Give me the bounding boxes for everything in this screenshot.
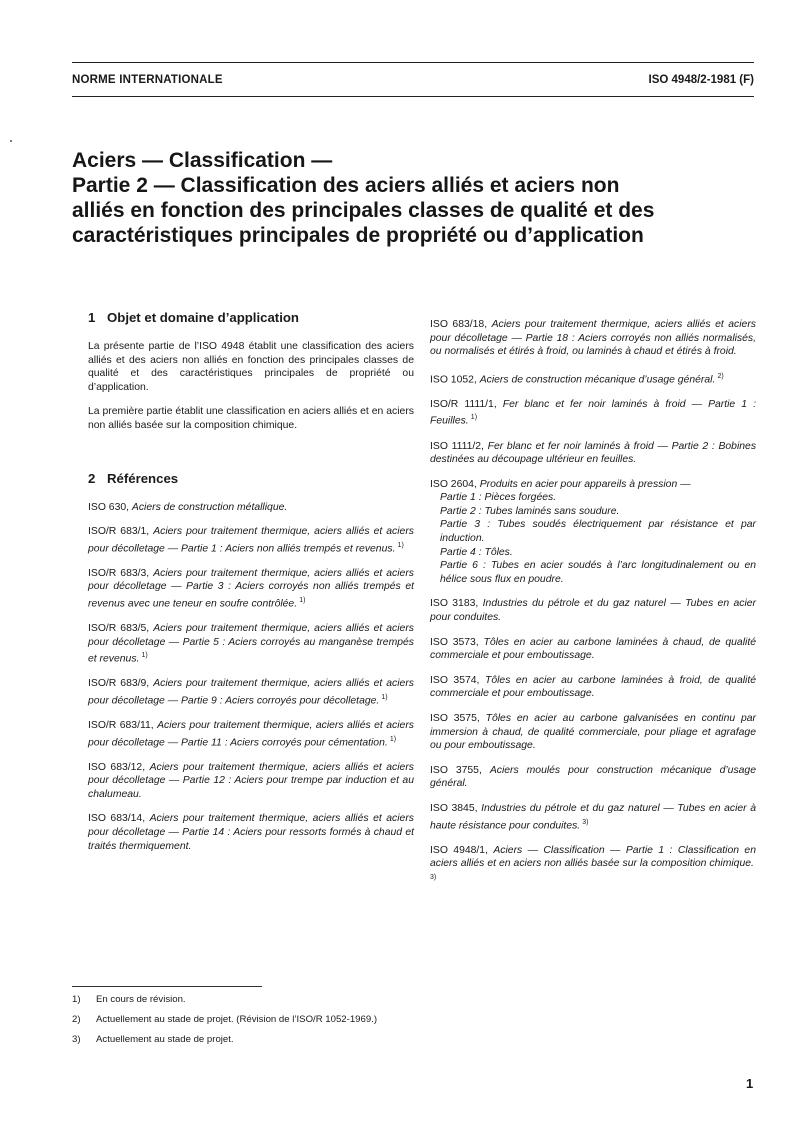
reference-part: Partie 4 : Tôles. [440,546,513,558]
reference-item [430,712,756,753]
footnote-reference: 3) [430,873,437,881]
reference-title: Aciers de construction mécanique d’usage général. [479,374,716,386]
reference-code: ISO 683/14, [88,813,146,825]
reference-title: Fer blanc et fer noir laminés à froid — Partie 2 : Bobines destinées au découpage ultérieur en feuilles. [430,440,757,466]
reference-item [430,318,756,359]
reference-code: ISO 3575, [430,713,480,724]
reference-title: Aciers pour traitement thermique, aciers alliés et aciers pour décolletage — Partie 5 : Aciers corroyés au manganèse trempés et revenus. [88,623,414,665]
reference-item [88,719,414,750]
reference-title: Tôles en acier au carbone galvanisées en continu par immersion à chaud, de qualité commerciale, pour pliage et agrafage ou pour emboutissage. [430,713,756,752]
header-top-rule [72,62,754,63]
reference-title: Aciers pour traitement thermique, aciers alliés et aciers pour décolletage — Partie 1 : Aciers non alliés trempés et revenus. [88,526,414,555]
title-line: caractéristiques principales de propriété ou d’application [72,224,644,247]
reference-item [88,622,414,666]
reference-item [88,677,414,708]
reference-item [430,802,756,833]
reference-item [430,440,756,467]
reference-item [430,844,756,888]
reference-item [430,636,756,663]
paragraph: La première partie établit une classification en aciers alliés et en aciers non alliés basée sur la composition chimique. [88,406,414,431]
header-bottom-rule [72,96,754,97]
reference-title: Aciers pour traitement thermique, aciers alliés et aciers pour décolletage — Partie 11 : Aciers corroyés pour cémentation. [88,719,414,749]
reference-code: ISO/R 683/9, [88,678,150,690]
reference-code: ISO 1052, [430,374,477,386]
reference-code: ISO 2604, [430,478,477,490]
reference-item [88,812,414,853]
reference-title: Aciers pour traitement thermique, aciers alliés et aciers pour décolletage — Partie 9 : Aciers corroyés pour décolletage. [88,678,414,707]
footnotes [72,994,472,1054]
reference-code: ISO 3573, [430,636,479,648]
reference-title: Aciers pour traitement thermique, aciers alliés et aciers pour décolletage — Partie 12 : Aciers pour trempe par induction et au chalumeau. [88,761,414,800]
footnote [72,994,472,1006]
reference-list-left [88,501,414,854]
section-title: Objet et domaine d’application [107,310,299,325]
title-line: Aciers — Classification — [72,149,333,172]
reference-item [430,398,756,429]
reference-item-iso-2604 [430,478,756,587]
reference-title: Industries du pétrole et du gaz naturel — Tubes en acier pour conduites. [430,598,757,624]
reference-code: ISO 4948/1, [430,844,488,856]
reference-item [88,761,414,802]
reference-title: Aciers de construction métallique. [131,501,288,513]
reference-title: Produits en acier pour appareils à pression — [479,478,691,490]
section-2-heading [88,471,414,487]
reference-item [430,597,756,624]
scan-speck [10,140,12,142]
reference-code: ISO/R 683/1, [88,526,150,538]
footnote-key: 2) [72,1014,81,1025]
reference-code: ISO 3845, [430,802,478,814]
footnote-reference: 3) [582,818,589,826]
reference-code: ISO/R 683/11, [88,719,154,731]
section-title: Références [107,470,179,486]
reference-title: Aciers — Classification — Partie 1 : Classification en aciers alliés et en aciers non alliés basée sur la composition chimique. [430,844,756,870]
footnote-reference: 1) [470,414,478,422]
reference-title: Aciers pour traitement thermique, aciers alliés et aciers pour décolletage — Partie 3 : Aciers corroyés non alliés trempés et revenus avec une teneur en soufre contrôlée. [88,567,414,610]
paragraph: La présente partie de l’ISO 4948 établit une classification des aciers alliés et des aciers non alliés en fonction des principales classes de qualité et des caractéristiques principales de propriété ou d’application. [88,341,414,393]
reference-item [430,370,756,387]
footnote-reference: 2) [717,372,724,380]
reference-item [88,501,414,515]
reference-part: Partie 3 : Tubes soudés électriquement par résistance et par induction. [440,519,756,545]
reference-code: ISO 3755, [430,764,482,776]
footnote-key: 3) [72,1034,81,1045]
reference-code: ISO 630, [88,501,130,513]
reference-code: ISO/R 683/5, [88,623,150,635]
reference-item [430,674,756,701]
reference-code: ISO 3574, [430,674,480,686]
reference-list-right [430,318,756,467]
reference-part: Partie 1 : Pièces forgées. [440,492,557,504]
reference-title: Industries du pétrole et du gaz naturel — Tubes en acier à haute résistance pour conduites. [430,802,757,832]
page-number: 1 [746,1076,754,1091]
footnote-reference: 1) [141,652,148,660]
footnote [72,1034,472,1046]
reference-code: ISO 3183, [430,598,479,610]
page-header [72,74,754,90]
section-number: 2 [88,470,96,486]
footnote-reference: 1) [397,541,404,549]
reference-title: Tôles en acier au carbone laminées à chaud, de qualité commerciale et pour emboutissage. [430,636,756,662]
reference-part: Partie 2 : Tubes laminés sans soudure. [440,505,620,517]
footnote-reference: 1) [299,597,306,604]
reference-title: Aciers moulés pour construction mécanique d’usage général. [430,764,756,790]
footnote-text: En cours de révision. [96,994,186,1005]
reference-title: Aciers pour traitement thermique, aciers alliés et aciers pour décolletage — Partie 18 : Aciers corroyés non alliés normalisés, ou normalisés et étirés à froid, ou laminés à chaud et étirés à froid. [430,319,756,358]
reference-part: Partie 6 : Tubes en acier soudés à l’arc longitudinalement ou en hélice sous flux en poudre. [440,560,756,585]
header-standard-number: ISO 4948/2-1981 (F) [648,74,754,86]
left-column [88,310,414,864]
reference-item [430,764,756,791]
reference-parts [430,491,756,586]
header-standard-type: NORME INTERNATIONALE [72,74,223,86]
section-1-heading [88,310,414,326]
footnote-reference: 1) [381,693,388,701]
reference-code: ISO/R 683/3, [88,567,150,579]
reference-code: ISO 683/12, [88,761,146,773]
reference-list-right-continued [430,597,756,887]
footnote-reference: 1) [389,735,397,743]
document-title [72,148,762,248]
title-line: alliés en fonction des principales classes de qualité et des [72,199,655,222]
footnote-rule [72,986,262,987]
reference-item [88,525,414,556]
reference-title: Tôles en acier au carbone laminées à froid, de qualité commerciale et pour emboutissage. [430,674,757,700]
reference-code: ISO 1111/2, [430,440,484,452]
reference-title: Fer blanc et fer noir laminés à froid — Partie 1 : Feuilles. [430,398,757,427]
reference-item [88,567,414,611]
reference-code: ISO 683/18, [430,319,488,330]
right-column [430,318,756,899]
section-number: 1 [88,310,96,325]
title-line: Partie 2 — Classification des aciers alliés et aciers non [72,174,620,197]
footnote-key: 1) [72,994,81,1005]
footnote-text: Actuellement au stade de projet. [96,1034,234,1045]
footnote-text: Actuellement au stade de projet. (Révision de l’ISO/R 1052-1969.) [96,1014,378,1025]
reference-code: ISO/R 1111/1, [430,398,497,410]
footnote [72,1014,472,1026]
reference-title: Aciers pour traitement thermique, aciers alliés et aciers pour décolletage — Partie 14 : Aciers pour ressorts formés à chaud et traités thermiquement. [88,813,414,852]
